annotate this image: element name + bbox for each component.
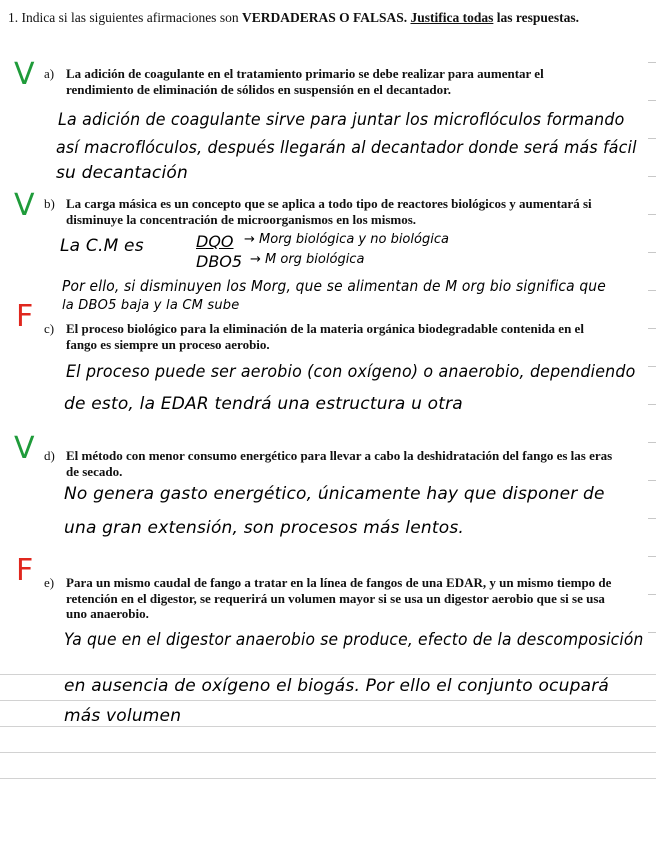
answer-line: de esto, la EDAR tendrá una estructura u otra [64,394,463,414]
answer-line: la DBO5 baja y la CM sube [62,298,240,313]
answer-line: Ya que en el digestor anaerobio se produce, efecto de la descomposición [64,630,644,650]
margin-rule [648,594,656,595]
grade-mark-b: V [14,188,35,223]
margin-rule [648,176,656,177]
margin-rule [648,62,656,63]
heading-intro: 1. Indica si las siguientes afirmaciones son [8,10,242,25]
formula-denominator-note: → M org biológica [250,252,365,267]
answer-line: más volumen [64,706,182,726]
question-e [44,575,614,622]
question-text: La adición de coagulante en el tratamiento primario se debe realizar para aumentar el rendimiento de eliminación de sólidos en suspensión en el decantador. [66,66,544,97]
question-letter: c) [44,321,55,336]
question-letter: a) [44,66,55,81]
margin-rule [648,404,656,405]
heading-justify: Justifica todas [410,10,494,25]
question-letter: b) [44,196,55,211]
ruled-line [0,752,656,753]
question-text: El método con menor consumo energético para llevar a cabo la deshidratación del fango es las eras de secado. [66,448,613,479]
ruled-line [0,674,656,675]
formula-numerator-note: → Morg biológica y no biológica [244,232,449,247]
margin-rule [648,290,656,291]
margin-rule [648,518,656,519]
answer-line: La adición de coagulante sirve para juntar los microflóculos formando [58,110,625,130]
ruled-line [0,778,656,779]
ruled-line [0,700,656,701]
margin-rule [648,366,656,367]
answer-line: El proceso puede ser aerobio (con oxígeno) o anaerobio, dependiendo [66,362,636,382]
answer-line: su decantación [56,163,188,183]
exercise-heading [8,10,638,26]
question-text: La carga másica es un concepto que se aplica a todo tipo de reactores biológicos y aumentará si disminuye la concentración de microorganismos en los mismos. [66,196,592,227]
formula-numerator: DQO [196,232,234,251]
answer-line: Por ello, si disminuyen los Morg, que se alimentan de M org bio significa que [62,277,606,295]
grade-mark-c: F [16,299,34,334]
question-text: Para un mismo caudal de fango a tratar en la línea de fangos de una EDAR, y un mismo tiempo de retención en el digestor, se requerirá un volumen mayor si se usa un digestor aerobio que si se usa uno anaerobio. [66,575,612,621]
grade-mark-a: V [14,57,35,92]
margin-rule [648,252,656,253]
grade-mark-e: F [16,553,34,588]
question-d [44,448,614,479]
margin-rule [648,328,656,329]
question-text: El proceso biológico para la eliminación de la materia orgánica biodegradable contenida en el fango es siempre un proceso aerobio. [66,321,584,352]
formula-denominator: DBO5 [196,252,243,271]
heading-rest: las respuestas. [493,10,580,25]
margin-rule [648,442,656,443]
question-a [44,66,614,97]
margin-rule [648,138,656,139]
question-b [44,196,614,227]
question-letter: d) [44,448,55,463]
margin-rule [648,100,656,101]
margin-rule [648,214,656,215]
ruled-line [0,726,656,727]
question-letter: e) [44,575,55,590]
formula-prefix: La C.M es [60,236,144,256]
margin-rule [648,480,656,481]
answer-line: una gran extensión, son procesos más lentos. [64,518,464,538]
margin-rule [648,556,656,557]
heading-emphasis: VERDADERAS O FALSAS. [241,10,408,25]
answer-line: en ausencia de oxígeno el biogás. Por ello el conjunto ocupará [64,676,609,696]
answer-line: No genera gasto energético, únicamente hay que disponer de [64,484,605,504]
margin-rule [648,632,656,633]
answer-line: así macroflóculos, después llegarán al decantador donde será más fácil [56,138,637,158]
grade-mark-d: V [14,431,35,466]
question-c [44,321,614,352]
